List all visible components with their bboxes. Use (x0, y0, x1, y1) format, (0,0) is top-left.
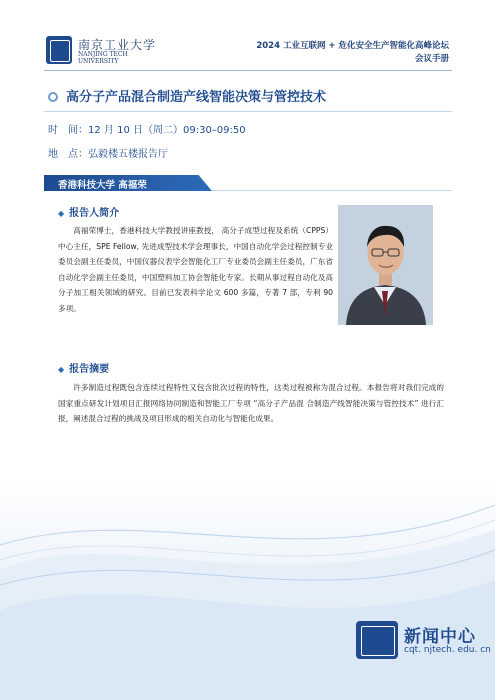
speaker-photo (338, 205, 433, 325)
speaker-banner (44, 175, 452, 191)
logo-chinese-name: 南京工业大学 (78, 38, 157, 52)
time-line (48, 121, 246, 136)
title-divider (44, 111, 452, 112)
abstract-text: 许多制造过程既包含连续过程特性又包含批次过程的特性，这类过程被称为混合过程。本报告将对我们完成的国家重点研发计划项目汇报网络协同制造和智能工厂专项 “高分子产品混 合制造产线智能决策与管控技术” 进行汇报，阐述混合过程的挑战及项目形成的相关自动化与智能化成果。 (58, 383, 444, 424)
bio-heading-text: 报告人简介 (69, 208, 120, 219)
university-logo (46, 36, 196, 68)
session-title (48, 86, 326, 105)
bio-heading (58, 204, 119, 219)
news-center-url[interactable]: cqt. njtech. edu. cn (404, 645, 491, 655)
conference-subtitle: 会议手册 (414, 54, 449, 64)
abstract-heading (58, 360, 109, 375)
circle-bullet-icon (48, 92, 58, 102)
university-emblem-icon (46, 36, 72, 64)
speaker-name: 香港科技大学 高福荣 (58, 180, 147, 191)
news-center-emblem-icon (356, 621, 398, 659)
place-line (48, 145, 168, 160)
diamond-bullet-icon: ◆ (58, 209, 65, 218)
time-label: 时 间： (48, 125, 88, 136)
portrait-photo-icon (338, 205, 433, 325)
conference-title: 2024 工业互联网 + 危化安全生产智能化高峰论坛 (256, 41, 449, 51)
decorative-wave (0, 460, 495, 700)
news-center-title: 新闻中心 (404, 627, 476, 647)
diamond-bullet-icon: ◆ (58, 365, 65, 374)
abstract-heading-text: 报告摘要 (69, 364, 110, 375)
session-title-text: 高分子产品混合制造产线智能决策与管控技术 (66, 90, 327, 105)
conference-header (256, 40, 449, 66)
header-divider (44, 70, 452, 71)
logo-english-name: NANJING TECH UNIVERSITY (78, 51, 128, 65)
speaker-bio: 高福荣博士，香港科技大学教授讲座教授， 高分子成型过程及系统（CPPS）中心主任，SPE Fellow, 先进成型技术学会理事长，中国自动化学会过程控制专业委员会副主任委员，中国仪器仪表学会智能化工厂专业委员会副主任委员，广东省自动化学会副主任委员，中国塑料加工协会智能化专家。长期从事过程自动化及高分子加工相关领域的研究。目前已发表科学论文 600 多篇，专著 7 部，专利 90 多项。 (58, 226, 333, 313)
place-value: 弘毅楼五楼报告厅 (88, 149, 168, 160)
time-value: 12 月 10 日（周二）09:30–09:50 (88, 125, 246, 136)
place-label: 地 点： (48, 149, 88, 160)
